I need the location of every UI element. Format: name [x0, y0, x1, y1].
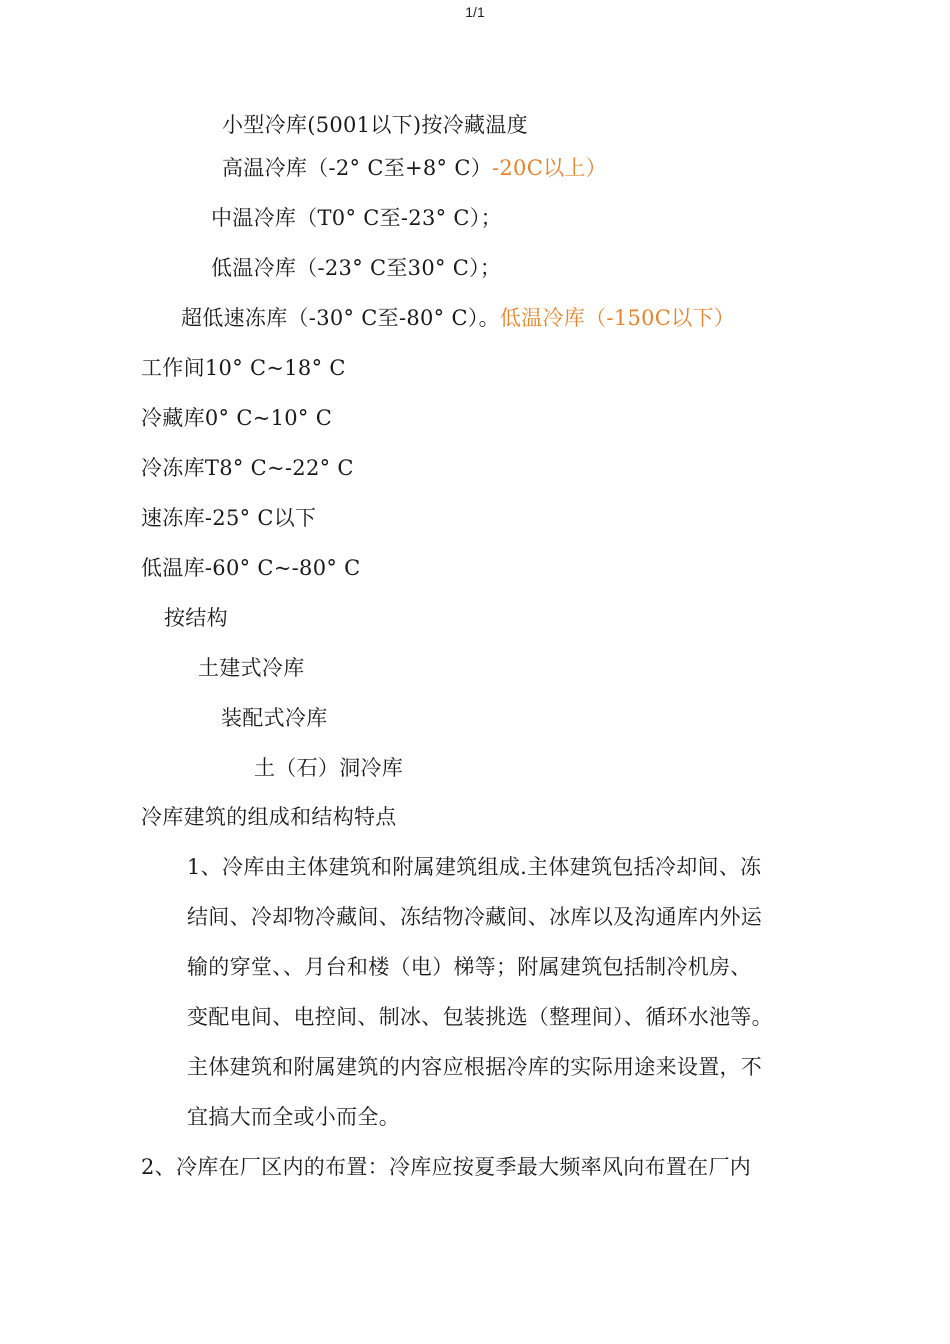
highlight-text: 低温冷库（-150C以下）	[499, 306, 736, 330]
line-text: 冷冻库T8° C~-22° C	[141, 456, 354, 480]
line-text: 土（石）洞冷库	[254, 756, 404, 780]
text-line-refrigerated	[141, 404, 332, 432]
line-text: 中温冷库（T0° C至-23° C）；	[211, 206, 502, 230]
line-text: 高温冷库（-2° C至+8° C）	[222, 156, 492, 180]
paragraph-line	[187, 1003, 773, 1031]
line-text: 变配电间、电控间、制冰、包装挑选（整理间）、循环水池等。	[187, 1005, 773, 1029]
line-text: 冷库建筑的组成和结构特点	[141, 805, 397, 829]
text-line-low-temp	[211, 254, 501, 282]
line-text: 装配式冷库	[221, 706, 328, 730]
page-number: 1/1	[465, 4, 485, 20]
text-line-quick-freeze	[141, 504, 316, 532]
text-line-small-cold-storage	[222, 111, 528, 139]
paragraph-line	[187, 1103, 400, 1131]
line-text: 速冻库-25° C以下	[141, 506, 317, 530]
line-text: 按结构	[164, 606, 228, 630]
section-heading	[141, 803, 397, 831]
text-line-by-structure	[164, 604, 228, 632]
text-line-low-temp-store	[141, 554, 361, 582]
paragraph-line	[187, 903, 762, 931]
paragraph-line	[141, 1153, 751, 1181]
paragraph-line	[187, 1053, 762, 1081]
text-line-medium-temp	[211, 204, 502, 232]
highlight-text: -20C以上）	[492, 156, 607, 180]
line-text: 结间、冷却物冷藏间、冻结物冷藏间、冰库以及沟通库内外运	[187, 905, 763, 929]
paragraph-line	[187, 853, 761, 881]
line-text: 宜搞大而全或小而全。	[187, 1105, 400, 1129]
text-line-prefab	[221, 704, 328, 732]
line-text: 主体建筑和附属建筑的内容应根据冷库的实际用途来设置，不	[187, 1055, 763, 1079]
line-text: 低温冷库（-23° C至30° C）；	[211, 256, 502, 280]
text-line-workroom	[141, 354, 346, 382]
line-text: 冷藏库0° C~10° C	[141, 406, 333, 430]
line-text: 土建式冷库	[198, 656, 305, 680]
line-text: 小型冷库(5001以下)按冷藏温度	[222, 113, 528, 137]
text-line-frozen	[141, 454, 354, 482]
line-text: 输的穿堂、、月台和楼（电）梯等；附属建筑包括制冷机房、	[187, 955, 752, 979]
line-text: 1、冷库由主体建筑和附属建筑组成.主体建筑包括冷却间、冻	[187, 855, 762, 879]
text-line-ultra-low	[181, 304, 735, 332]
text-line-cave	[254, 754, 403, 782]
text-line-high-temp	[222, 154, 607, 182]
paragraph-line	[187, 953, 752, 981]
line-text: 工作间10° C~18° C	[141, 356, 346, 380]
line-text: 超低速冻库（-30° C至-80° C）。	[181, 306, 500, 330]
line-text: 低温库-60° C~-80° C	[141, 556, 361, 580]
line-text: 2、冷库在厂区内的布置：冷库应按夏季最大频率风向布置在厂内	[141, 1155, 752, 1179]
text-line-civil-built	[198, 654, 305, 682]
